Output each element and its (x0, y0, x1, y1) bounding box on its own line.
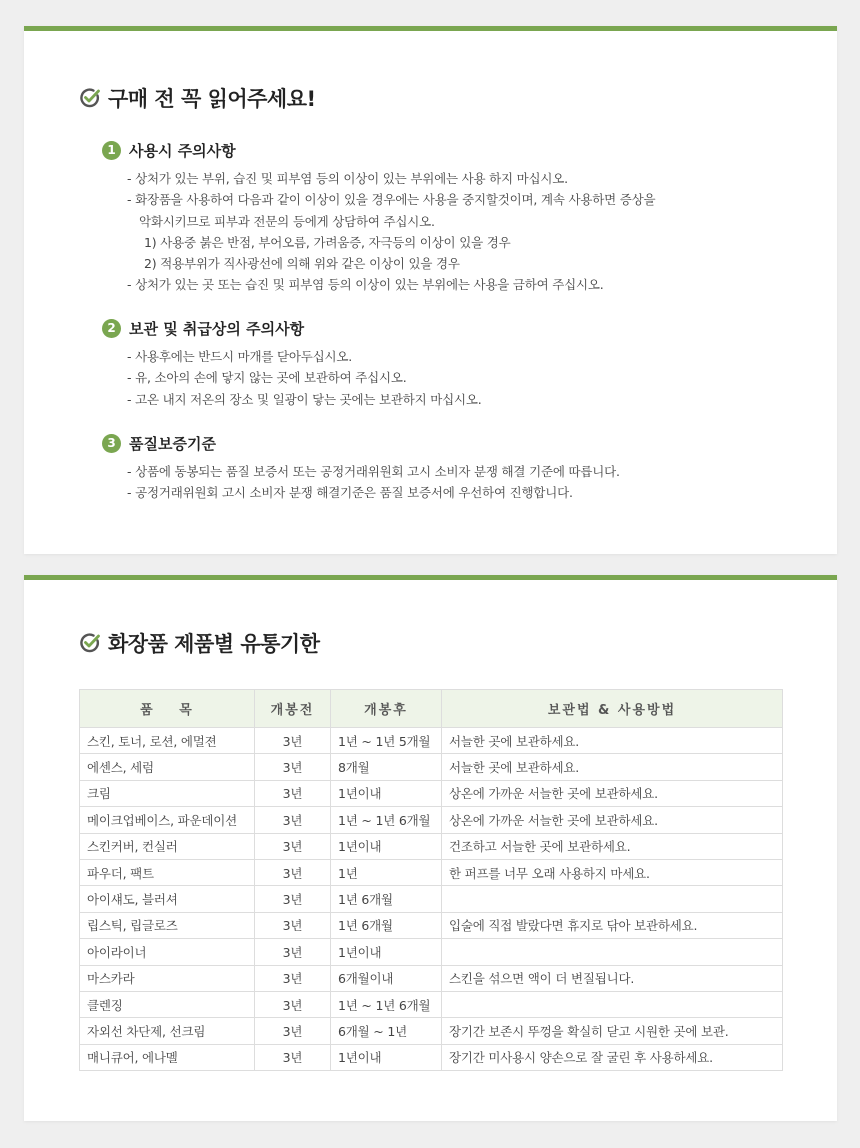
section-line: - 고온 내지 저온의 장소 및 일광이 닿는 곳에는 보관하지 마십시오. (127, 391, 482, 407)
section-title-row (102, 317, 802, 339)
section-title: 보관 및 취급상의 주의사항 (129, 319, 305, 338)
table-row (80, 754, 783, 780)
cell-item: 스킨, 토너, 로션, 에멀젼 (80, 728, 255, 754)
section-storage-caution (102, 317, 802, 410)
header-storage-usage: 보관법 & 사용방법 (442, 690, 783, 728)
cell-storage-usage (442, 991, 783, 1017)
cell-before-open: 3년 (255, 939, 331, 965)
cell-item: 에센스, 세럼 (80, 754, 255, 780)
notice-heading (78, 83, 316, 113)
header-before-open: 개봉전 (255, 690, 331, 728)
check-circle-icon (78, 86, 102, 110)
table-row (80, 1044, 783, 1070)
cell-item: 파우더, 팩트 (80, 859, 255, 885)
table-row (80, 1018, 783, 1044)
cell-item: 메이크업베이스, 파운데이션 (80, 807, 255, 833)
section-line: - 상처가 있는 곳 또는 습진 및 피부염 등의 이상이 있는 부위에는 사용을 금하여 주십시오. (127, 277, 604, 293)
cell-before-open: 3년 (255, 807, 331, 833)
expiry-heading (78, 628, 319, 658)
header-after-open: 개봉후 (331, 690, 442, 728)
cell-before-open: 3년 (255, 991, 331, 1017)
cell-item: 자외선 차단제, 선크림 (80, 1018, 255, 1044)
cell-before-open: 3년 (255, 780, 331, 806)
section-lines (102, 461, 802, 504)
notice-title: 구매 전 꼭 읽어주세요! (108, 87, 316, 111)
cell-before-open: 3년 (255, 965, 331, 991)
cell-after-open: 1년이내 (331, 780, 442, 806)
cell-storage-usage: 한 퍼프를 너무 오래 사용하지 마세요. (442, 859, 783, 885)
cell-storage-usage: 서늘한 곳에 보관하세요. (442, 754, 783, 780)
section-usage-caution (102, 139, 802, 296)
cell-storage-usage: 상온에 가까운 서늘한 곳에 보관하세요. (442, 780, 783, 806)
cell-after-open: 1년 (331, 859, 442, 885)
section-line: 악화시키므로 피부과 전문의 등에게 상담하여 주십시오. (139, 213, 435, 229)
expiry-table (79, 689, 783, 1071)
cell-before-open: 3년 (255, 1044, 331, 1070)
cell-after-open: 1년이내 (331, 939, 442, 965)
section-line: - 상품에 동봉되는 품질 보증서 또는 공정거래위원회 고시 소비자 분쟁 해결 기준에 따릅니다. (127, 464, 620, 479)
cell-after-open: 1년 6개월 (331, 912, 442, 938)
section-number-badge: 1 (102, 141, 121, 160)
cell-after-open: 6개월이내 (331, 965, 442, 991)
cell-before-open: 3년 (255, 754, 331, 780)
table-row (80, 912, 783, 938)
table-row (80, 728, 783, 754)
cell-item: 스킨커버, 컨실러 (80, 833, 255, 859)
table-row (80, 833, 783, 859)
section-line: - 공정거래위원회 고시 소비자 분쟁 해결기준은 품질 보증서에 우선하여 진행합니다. (127, 485, 573, 501)
section-line: - 상처가 있는 부위, 습진 및 피부염 등의 이상이 있는 부위에는 사용 하지 마십시오. (127, 171, 568, 186)
cell-item: 매니큐어, 에나멜 (80, 1044, 255, 1070)
notice-card (24, 26, 837, 554)
cell-before-open: 3년 (255, 728, 331, 754)
table-row (80, 780, 783, 806)
cell-after-open: 1년이내 (331, 1044, 442, 1070)
cell-storage-usage (442, 939, 783, 965)
header-item: 품 목 (80, 690, 255, 728)
cell-item: 립스틱, 립글로즈 (80, 912, 255, 938)
cell-item: 클렌징 (80, 991, 255, 1017)
section-line: 1) 사용중 붉은 반점, 부어오름, 가려움증, 자극등의 이상이 있을 경우 (144, 234, 511, 250)
cell-before-open: 3년 (255, 886, 331, 912)
section-lines (102, 168, 802, 296)
cell-storage-usage: 입술에 직접 발랐다면 휴지로 닦아 보관하세요. (442, 912, 783, 938)
table-row (80, 859, 783, 885)
table-row (80, 965, 783, 991)
cell-before-open: 3년 (255, 1018, 331, 1044)
cell-before-open: 3년 (255, 833, 331, 859)
section-quality-guarantee (102, 432, 802, 504)
section-line: 2) 적용부위가 직사광선에 의해 위와 같은 이상이 있을 경우 (144, 256, 460, 272)
cell-after-open: 1년 6개월 (331, 886, 442, 912)
section-line: - 유, 소아의 손에 닿지 않는 곳에 보관하여 주십시오. (127, 370, 407, 386)
table-row (80, 939, 783, 965)
cell-storage-usage: 장기간 보존시 뚜껑을 확실히 닫고 시원한 곳에 보관. (442, 1018, 783, 1044)
cell-storage-usage: 스킨을 섞으면 액이 더 변질됩니다. (442, 965, 783, 991)
cell-after-open: 1년 ~ 1년 6개월 (331, 991, 442, 1017)
section-number-badge: 3 (102, 434, 121, 453)
cell-item: 아이섀도, 블러셔 (80, 886, 255, 912)
check-circle-icon (78, 631, 102, 655)
cell-item: 크림 (80, 780, 255, 806)
expiry-card (24, 575, 837, 1121)
section-number-badge: 2 (102, 319, 121, 338)
cell-after-open: 1년이내 (331, 833, 442, 859)
section-title-row (102, 139, 802, 161)
table-row (80, 807, 783, 833)
cell-item: 마스카라 (80, 965, 255, 991)
section-title: 품질보증기준 (129, 434, 216, 453)
expiry-title: 화장품 제품별 유통기한 (108, 632, 320, 656)
table-row (80, 991, 783, 1017)
cell-after-open: 6개월 ~ 1년 (331, 1018, 442, 1044)
table-header-row (80, 690, 783, 728)
section-lines (102, 346, 802, 410)
cell-storage-usage (442, 886, 783, 912)
cell-storage-usage: 서늘한 곳에 보관하세요. (442, 728, 783, 754)
table-row (80, 886, 783, 912)
cell-item: 아이라이너 (80, 939, 255, 965)
cell-storage-usage: 상온에 가까운 서늘한 곳에 보관하세요. (442, 807, 783, 833)
cell-after-open: 8개월 (331, 754, 442, 780)
section-title: 사용시 주의사항 (129, 141, 236, 160)
cell-storage-usage: 건조하고 서늘한 곳에 보관하세요. (442, 833, 783, 859)
cell-before-open: 3년 (255, 859, 331, 885)
section-line: - 사용후에는 반드시 마개를 닫아두십시오. (127, 349, 353, 364)
cell-after-open: 1년 ~ 1년 5개월 (331, 728, 442, 754)
section-title-row (102, 432, 802, 454)
cell-storage-usage: 장기간 미사용시 양손으로 잘 굴린 후 사용하세요. (442, 1044, 783, 1070)
cell-after-open: 1년 ~ 1년 6개월 (331, 807, 442, 833)
cell-before-open: 3년 (255, 912, 331, 938)
section-line: - 화장품을 사용하여 다음과 같이 이상이 있을 경우에는 사용을 중지할것이며, 계속 사용하면 증상을 (127, 192, 656, 208)
